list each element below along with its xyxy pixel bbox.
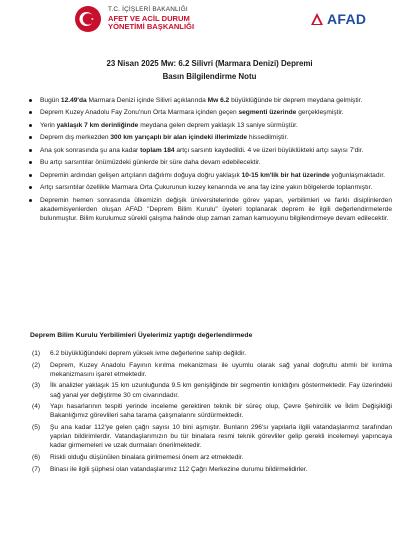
ministry-name: T.C. İÇİŞLERİ BAKANLIĞI: [108, 6, 188, 13]
document-subtitle: Basın Bilgilendirme Notu: [162, 72, 257, 81]
emphasis-text: segmenti üzerinde: [238, 109, 297, 117]
item-number: (7): [32, 465, 41, 473]
body-text: Depremin ardından gelişen artçıların dağılımı doğuya doğru yaklaşık: [40, 171, 242, 179]
bullet-list: [40, 96, 392, 227]
body-text: yoğunlaşmaktadır.: [329, 171, 386, 179]
emphasis-text: 10-15 km'lik bir hat üzerinde: [241, 171, 330, 179]
body-text: büyüklüğünde bir deprem meydana gelmiştir.: [229, 97, 363, 104]
body-text: Ana şok sonrasında şu ana kadar: [40, 146, 141, 154]
body-text: artçı sarsıntı kaydedildi. 4 ve üzeri büyüklükteki artçı sayısı 7'dir.: [174, 146, 364, 154]
body-text: Bugün: [40, 97, 61, 104]
body-text: Deprem dış merkezden: [40, 134, 111, 142]
section-heading: Deprem Bilim Kurulu Yerbilimleri Üyelerimiz yaptığı değerlendirmede: [30, 332, 253, 339]
numbered-item: [32, 381, 392, 399]
numbered-list: [32, 349, 392, 476]
numbered-item: [32, 349, 392, 358]
numbered-item: [32, 465, 392, 474]
crescent-star-emblem-icon: [74, 5, 102, 33]
numbered-item: [32, 453, 392, 462]
numbered-item: [32, 402, 392, 420]
list-item: [40, 133, 392, 142]
emphasis-text: Mw 6.2: [207, 97, 230, 104]
list-item: [40, 196, 392, 223]
body-text: Deprem Kuzey Anadolu Fay Zonu'nun Orta Marmara içinden geçen: [40, 109, 239, 117]
body-text: Bu artçı sarsıntılar önümüzdeki günlerde bir süre daha devam edebilecektir.: [40, 159, 261, 167]
institution-name: [108, 6, 194, 32]
body-text: gerçekleşmiştir.: [296, 109, 344, 117]
body-text: Yerin: [40, 121, 57, 129]
body-text: hissedilmiştir.: [247, 134, 289, 142]
afad-mark-icon: [310, 12, 324, 26]
document-header: [0, 0, 419, 38]
body-text: meydana gelen deprem yaklaşık 13 saniye sürmüştür.: [138, 121, 298, 129]
emphasis-text: toplam 184: [140, 146, 175, 154]
item-text: Deprem, Kuzey Anadolu Fayının kırılma mekanizması ile uyumlu olarak sağ yanal doğrultu atımlı bir kırılma mekanizmasını işaret etmektedir.: [50, 361, 392, 378]
item-number: (1): [32, 350, 41, 357]
agency-name-line1: AFET VE ACİL DURUM: [108, 13, 190, 23]
item-text: Riskli olduğu düşünülen binalara girilmemesi önem arz etmektedir.: [50, 453, 244, 461]
list-item: [40, 171, 392, 180]
emphasis-text: yaklaşık 7 km derinliğinde: [56, 121, 139, 129]
item-text: İlk analizler yaklaşık 15 km uzunluğunda 9.5 km genişliğinde bir segmentin kırıldığını göstermektedir. Fay üzerindeki sağ yanal yer değiştirme 30 cm civarındadır.: [50, 382, 392, 399]
list-item: [40, 96, 392, 105]
body-text: Depremin hemen sonrasında ülkemizin değişik üniversitelerinde görev yapan, yerbilimleri ve farklı disiplinlerden akademisyenlerden oluşan AFAD "Deprem Bilim Kurulu" üyeleri toplanarak deprem ile ilgili değerlendirmelerde bulunmuştur. Bilim kurulumuz sürekli çalışma halinde olup zaman zaman kamuoyunu bilgilendirmeye devam edilecektir.: [40, 196, 392, 223]
afad-logo-text: AFAD: [327, 11, 367, 27]
list-item: [40, 121, 392, 130]
item-text: Binası ile ilgili şüphesi olan vatandaşlarımız 112 Çağrı Merkezine durumu bildirmelidirler.: [50, 465, 308, 473]
body-text: Marmara Denizi içinde Silivri açıklarında: [86, 97, 208, 104]
emphasis-text: 300 km yarıçaplı bir alan içindeki illerimizde: [110, 134, 248, 142]
item-text: Yapı hasarlarının tespiti yerinde inceleme gerektiren teknik bir süreç olup, Çevre Şehircilik ve İklim Değişikliği Bakanlığımız görevlileri saha tarama çalışmalarını sürdürmektedir.: [50, 403, 392, 420]
list-item: [40, 183, 392, 192]
document-title: 23 Nisan 2025 Mw: 6.2 Silivri (Marmara Denizi) Depremi: [106, 59, 313, 68]
emphasis-text: 12.49'da: [60, 97, 87, 104]
body-text: Artçı sarsıntılar özellikle Marmara Orta Çukurunun kuzey kenarında ve ana fay izine yakın bölgelerde toplanmıştır.: [40, 184, 373, 192]
afad-logo: [310, 9, 366, 29]
item-number: (3): [32, 382, 41, 390]
list-item: [40, 108, 392, 117]
agency-name-line2: YÖNETİMİ BAŞKANLIĞI: [108, 22, 195, 32]
item-text: Şu ana kadar 112'ye gelen çağrı sayısı 10 bini aşmıştır. Bunların 296'sı yapılarla ilgili vatandaşlarımız tarafından yapılan bildirimlerdir. Vatandaşlarımızın bu tür binalara resmi teknik görevliler gelip gerekli incelemeyi yapıncaya kadar girmemeleri ve uzak durmaları önerilmektedir.: [50, 424, 392, 450]
item-number: (6): [32, 453, 41, 461]
item-text: 6.2 büyüklüğündeki deprem yüksek ivme değerlerine sahip değildir.: [50, 350, 247, 357]
list-item: [40, 146, 392, 155]
numbered-item: [32, 423, 392, 450]
item-number: (2): [32, 361, 41, 369]
list-item: [40, 158, 392, 167]
item-number: (4): [32, 403, 41, 411]
item-number: (5): [32, 424, 41, 432]
numbered-item: [32, 361, 392, 379]
